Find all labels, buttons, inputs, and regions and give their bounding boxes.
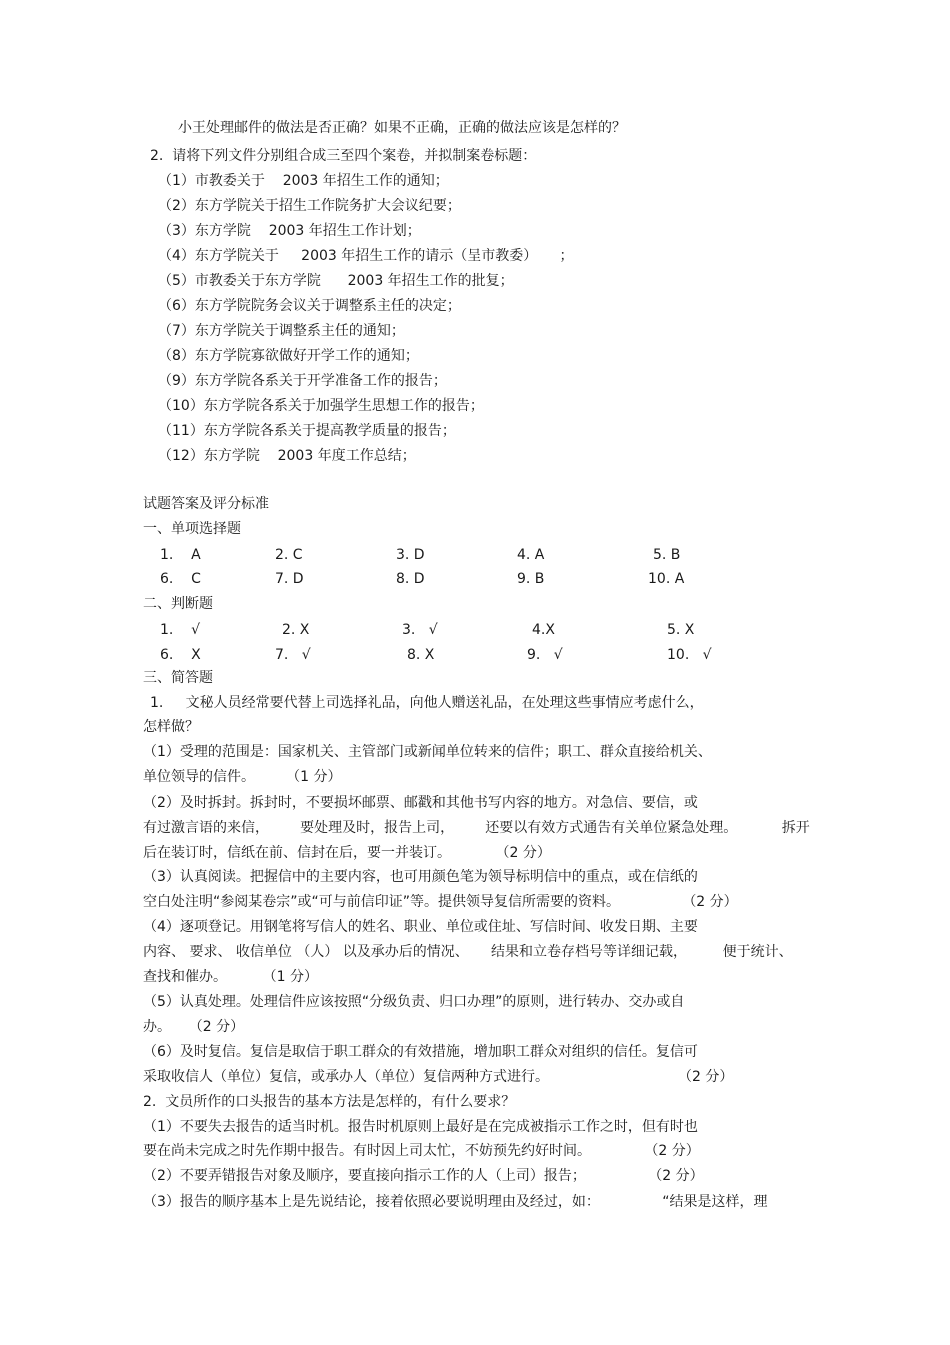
- file-item: （10）东方学院各系关于加强学生思想工作的报告；: [158, 398, 484, 414]
- file-item: （12）东方学院 2003 年度工作总结；: [158, 448, 416, 464]
- body-line: （1）不要失去报告的适当时机。报告时机原则上最好是在完成被指示工作之时，但有时也: [143, 1119, 698, 1135]
- body-line: 有过激言语的来信， 要处理及时，报告上司， 还要以有效方式通告有关单位紧急处理。 拆开: [143, 820, 810, 836]
- body-line: 单位领导的信件。 （1 分）: [143, 769, 342, 785]
- mc-answer: 8. D: [396, 571, 425, 587]
- body-line: 后在装订时，信纸在前、信封在后，要一并装订。 （2 分）: [143, 845, 551, 861]
- mc-answer: 2. C: [275, 547, 303, 563]
- body-line: （3）认真阅读。把握信中的主要内容，也可用颜色笔为领导标明信中的重点，或在信纸的: [143, 869, 698, 885]
- body-line: 要在尚未完成之时先作期中报告。有时因上司太忙，不妨预先约好时间。 （2 分）: [143, 1143, 700, 1159]
- tf-answer: 4.X: [532, 622, 555, 638]
- section-multiple-choice: 一、单项选择题: [143, 521, 241, 537]
- tf-answer: 10. √: [667, 647, 712, 663]
- body-line: （6）及时复信。复信是取信于职工群众的有效措施，增加职工群众对组织的信任。复信可: [143, 1044, 698, 1060]
- tf-answer: 7. √: [275, 647, 311, 663]
- file-item: （3）东方学院 2003 年招生工作计划；: [158, 223, 421, 239]
- body-line: （1）受理的范围是：国家机关、主管部门或新闻单位转来的信件；职工、群众直接给机关、: [143, 744, 712, 760]
- file-item: （2）东方学院关于招生工作院务扩大会议纪要；: [158, 198, 461, 214]
- question-2: 2. 请将下列文件分别组合成三至四个案卷，并拟制案卷标题：: [150, 148, 537, 164]
- body-line: （3）报告的顺序基本上是先说结论，接着依照必要说明理由及经过，如： “结果是这样，理: [143, 1194, 768, 1210]
- tf-answer: 9. √: [527, 647, 563, 663]
- mc-answer: 3. D: [396, 547, 425, 563]
- mc-answer: 9. B: [517, 571, 545, 587]
- answers-title: 试题答案及评分标准: [143, 496, 269, 512]
- mc-answer: 1. A: [160, 547, 201, 563]
- body-line: （2）不要弄错报告对象及顺序，要直接向指示工作的人（上司）报告； （2 分）: [143, 1168, 704, 1184]
- body-line: 内容、 要求、 收信单位 （人） 以及承办后的情况、 结果和立卷存档号等详细记载， 便于统计、: [143, 944, 793, 960]
- mc-answer: 10. A: [648, 571, 685, 587]
- body-line: 1. 文秘人员经常要代替上司选择礼品，向他人赠送礼品，在处理这些事情应考虑什么，: [150, 695, 704, 711]
- mc-answer: 6. C: [160, 571, 201, 587]
- tf-answer: 2. X: [282, 622, 310, 638]
- section-true-false: 二、判断题: [143, 596, 213, 612]
- body-line: 查找和催办。 （1 分）: [143, 969, 318, 985]
- file-item: （9）东方学院各系关于开学准备工作的报告；: [158, 373, 447, 389]
- body-line: （2）及时拆封。拆封时，不要损坏邮票、邮戳和其他书写内容的地方。对急信、要信，或: [143, 795, 698, 811]
- tf-answer: 3. √: [402, 622, 438, 638]
- file-item: （5）市教委关于东方学院 2003 年招生工作的批复；: [158, 273, 514, 289]
- body-line: 办。 （2 分）: [143, 1019, 245, 1035]
- mc-answer: 7. D: [275, 571, 304, 587]
- file-item: （6）东方学院院务会议关于调整系主任的决定；: [158, 298, 461, 314]
- tf-answer: 6. X: [160, 647, 201, 663]
- tf-answer: 8. X: [407, 647, 435, 663]
- section-short-answer: 三、简答题: [143, 670, 213, 686]
- mc-answer: 4. A: [517, 547, 545, 563]
- body-line: （4）逐项登记。用钢笔将写信人的姓名、职业、单位或住址、写信时间、收发日期、主要: [143, 919, 698, 935]
- body-line: 2. 文员所作的口头报告的基本方法是怎样的，有什么要求？: [143, 1094, 516, 1110]
- mc-answer: 5. B: [653, 547, 681, 563]
- body-line: （5）认真处理。处理信件应该按照“分级负责、归口办理”的原则，进行转办、交办或自: [143, 994, 685, 1010]
- question-line: 小王处理邮件的做法是否正确？如果不正确，正确的做法应该是怎样的？: [178, 120, 626, 136]
- tf-answer: 1. √: [160, 622, 201, 638]
- file-item: （1）市教委关于 2003 年招生工作的通知；: [158, 173, 449, 189]
- file-item: （7）东方学院关于调整系主任的通知；: [158, 323, 405, 339]
- file-item: （11）东方学院各系关于提高教学质量的报告；: [158, 423, 456, 439]
- body-line: 采取收信人（单位）复信，或承办人（单位）复信两种方式进行。 （2 分）: [143, 1069, 734, 1085]
- tf-answer: 5. X: [667, 622, 695, 638]
- file-item: （8）东方学院寡欲做好开学工作的通知；: [158, 348, 419, 364]
- file-item: （4）东方学院关于 2003 年招生工作的请示（呈市教委） ；: [158, 248, 574, 264]
- body-line: 怎样做？: [143, 719, 199, 735]
- body-line: 空白处注明“参阅某卷宗”或“可与前信印证”等。提供领导复信所需要的资料。 （2 分）: [143, 894, 738, 910]
